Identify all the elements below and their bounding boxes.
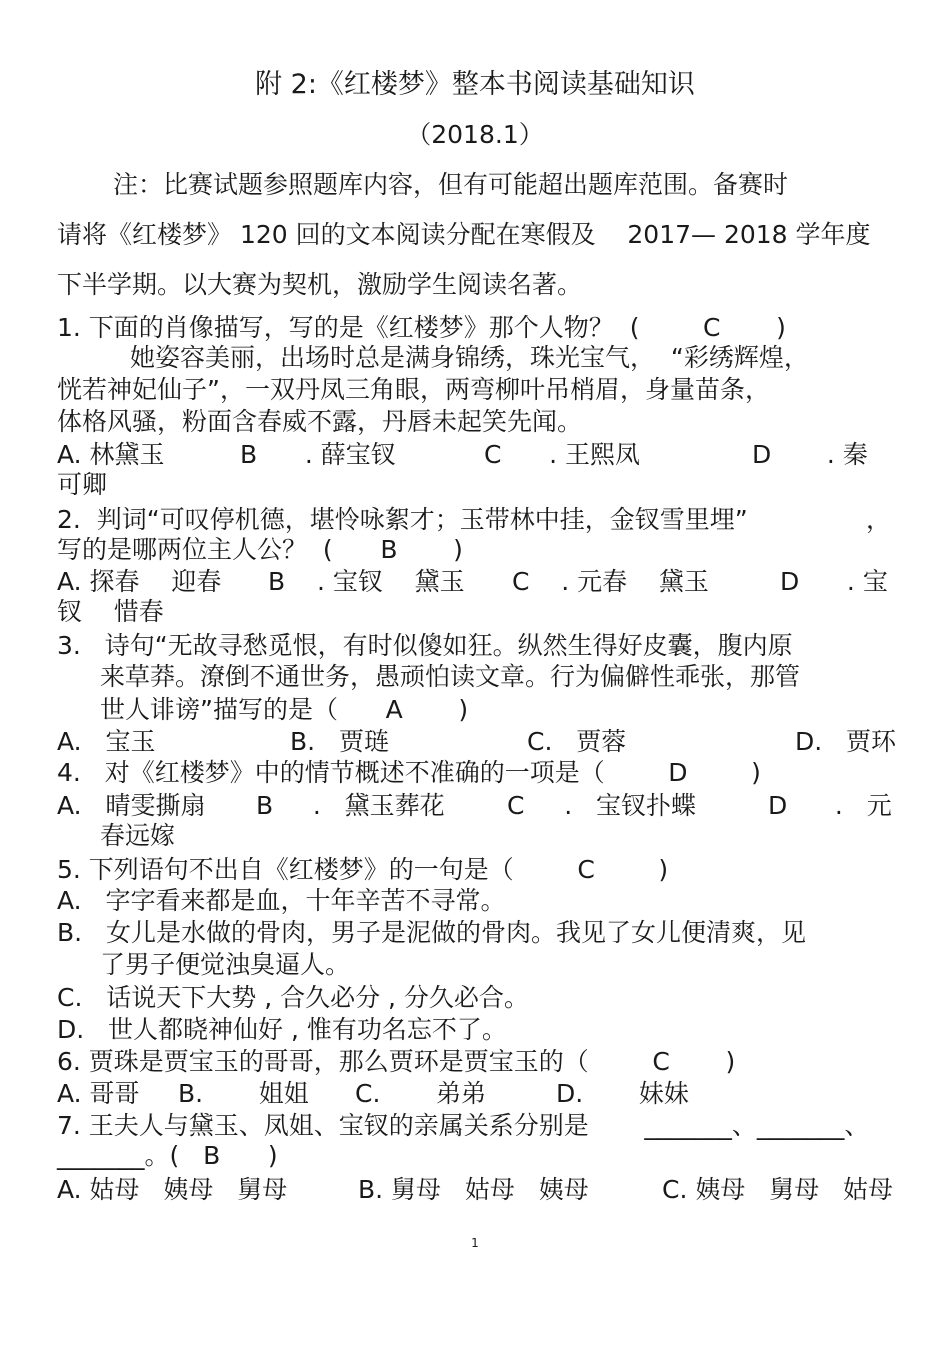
question-4-option-b: B . 黛玉葬花 bbox=[256, 791, 445, 820]
note-line-3: 下半学期。以大赛为契机，激励学生阅读名著。 bbox=[57, 270, 583, 299]
question-4-option-a: A. 晴雯撕扇 bbox=[57, 791, 206, 820]
question-3-stem-line-3: 世人诽谤”描写的是（ A ) bbox=[100, 695, 469, 724]
question-4-option-d: D . 元 bbox=[768, 791, 892, 820]
question-2-stem-line-2: 写的是哪两位主人公？ ( B ) bbox=[57, 535, 463, 564]
question-5-stem: 5. 下列语句不出自《红楼梦》的一句是（ C ) bbox=[57, 855, 669, 884]
question-3-option-b: B. 贾琏 bbox=[290, 727, 389, 756]
question-1-passage-line-3: 体格风骚，粉面含春威不露，丹唇未起笑先闻。 bbox=[57, 407, 583, 436]
question-7-stem: 7. 王夫人与黛玉、凤姐、宝钗的亲属关系分别是 _______、_______、 bbox=[57, 1111, 870, 1140]
question-1-option-d: D . 秦 bbox=[752, 440, 868, 469]
question-4-stem: 4. 对《红楼梦》中的情节概述不准确的一项是（ D ) bbox=[57, 758, 761, 787]
question-2-stem-comma: ， bbox=[866, 505, 892, 534]
question-1-option-c: C . 王熙凤 bbox=[484, 440, 641, 469]
question-5-option-d: D. 世人都晓神仙好 , 惟有功名忘不了。 bbox=[57, 1015, 507, 1044]
question-3-option-c: C. 贾蓉 bbox=[527, 727, 627, 756]
question-2-option-d-continued: 钗 惜春 bbox=[57, 597, 164, 626]
question-1-option-b: B . 薛宝钗 bbox=[240, 440, 396, 469]
question-3-stem-line-1: 3. 诗句“无故寻愁觅恨，有时似傻如狂。纵然生得好皮囊，腹内原 bbox=[57, 631, 793, 660]
question-1-stem: 1. 下面的肖像描写，写的是《红楼梦》那个人物？ ( C ) bbox=[57, 313, 786, 342]
question-6-stem: 6. 贾珠是贾宝玉的哥哥，那么贾环是贾宝玉的（ C ) bbox=[57, 1047, 736, 1076]
question-1-passage-line-1: 她姿容美丽，出场时总是满身锦绣，珠光宝气， “彩绣辉煌， bbox=[130, 343, 809, 372]
question-7-option-c: C. 姨母 舅母 姑母 bbox=[662, 1175, 894, 1204]
question-4-option-d-continued: 春远嫁 bbox=[100, 821, 176, 850]
question-7-option-a: A. 姑母 姨母 舅母 bbox=[57, 1175, 288, 1204]
question-3-stem-line-2: 来草莽。潦倒不通世务，愚顽怕读文章。行为偏僻性乖张，那管 bbox=[100, 662, 801, 691]
question-2-option-d: D . 宝 bbox=[780, 567, 888, 596]
note-line-2: 请将《红楼梦》 120 回的文本阅读分配在寒假及 2017— 2018 学年度 bbox=[57, 220, 871, 249]
document-title: 附 2:《红楼梦》整本书阅读基础知识 bbox=[255, 69, 695, 100]
question-7-stem-line-2: _______。( B ) bbox=[57, 1141, 278, 1170]
note-line-1: 注：比赛试题参照题库内容，但有可能超出题库范围。备赛时 bbox=[113, 170, 789, 199]
question-2-option-a: A. 探春 迎春 bbox=[57, 567, 222, 596]
page-number: 1 bbox=[471, 1236, 479, 1250]
question-5-option-a: A. 字字看来都是血，十年辛苦不寻常。 bbox=[57, 886, 506, 915]
question-3-option-d: D. 贾环 bbox=[795, 727, 897, 756]
question-2-stem: 2. 判词“可叹停机德，堪怜咏絮才；玉带林中挂，金钗雪里埋” bbox=[57, 505, 748, 534]
document-date: （2018.1） bbox=[406, 120, 544, 149]
question-7-option-b: B. 舅母 姑母 姨母 bbox=[358, 1175, 589, 1204]
question-2-option-b: B . 宝钗 黛玉 bbox=[268, 567, 465, 596]
question-1-option-d-continued: 可卿 bbox=[57, 470, 108, 499]
question-6-option-b: B. 姐姐 bbox=[178, 1079, 309, 1108]
question-3-option-a: A. 宝玉 bbox=[57, 727, 156, 756]
question-5-option-b-continued: 了男子便觉浊臭逼人。 bbox=[100, 950, 351, 979]
question-6-option-a: A. 哥哥 bbox=[57, 1079, 140, 1108]
question-2-option-c: C . 元春 黛玉 bbox=[512, 567, 709, 596]
question-1-passage-line-2: 恍若神妃仙子”，一双丹凤三角眼，两弯柳叶吊梢眉，身量苗条， bbox=[57, 375, 770, 404]
question-5-option-c: C. 话说天下大势 , 合久必分 , 分久必合。 bbox=[57, 983, 529, 1012]
question-6-option-d: D. 妹妹 bbox=[556, 1079, 689, 1108]
question-1-option-a: A. 林黛玉 bbox=[57, 440, 165, 469]
question-4-option-c: C . 宝钗扑蝶 bbox=[507, 791, 696, 820]
question-5-option-b: B. 女儿是水做的骨肉，男子是泥做的骨肉。我见了女儿便清爽，见 bbox=[57, 918, 806, 947]
question-6-option-c: C. 弟弟 bbox=[355, 1079, 487, 1108]
